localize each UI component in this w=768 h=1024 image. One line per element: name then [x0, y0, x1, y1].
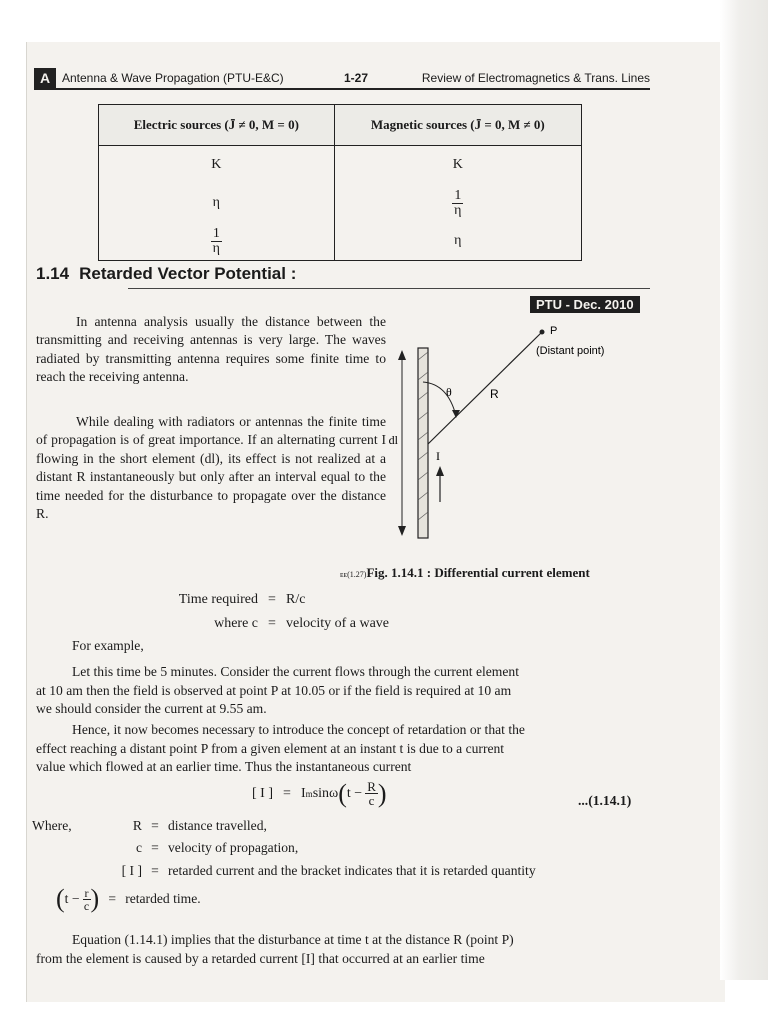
paragraph-line: value which flowed at an earlier time. Thus the instantaneous current — [36, 759, 412, 774]
chapter-title: Review of Electromagnetics & Trans. Lines — [421, 71, 650, 85]
section-underline — [128, 288, 650, 289]
paragraph-line: we should consider the current at 9.55 am. — [36, 701, 267, 716]
table-row — [99, 184, 582, 222]
table-header-row — [99, 105, 582, 146]
table-row — [99, 146, 582, 185]
page-number: 1-27 — [343, 71, 369, 85]
for-example-text: For example, — [72, 638, 144, 653]
current-element-rod — [418, 348, 428, 538]
publisher-logo-icon: A — [34, 68, 56, 88]
distant-point-note: (Distant point) — [536, 345, 605, 357]
where-row — [32, 863, 536, 879]
eq-lhs: Time required — [178, 592, 258, 607]
paragraph-line: Let this time be 5 minutes. Consider the current flows through the current element — [72, 664, 519, 679]
eq-sign: = — [268, 592, 276, 607]
page-edge-shadow — [720, 0, 768, 980]
paragraph-intro: In antenna analysis usually the distance between the transmitting and receiving antennas is very large. The waves radiated by transmitting antenna requires some finite time to reach the receiving antenna. — [36, 314, 386, 385]
retarded-current-equation — [252, 780, 387, 807]
where-row — [32, 840, 298, 856]
where-symbol: c — [135, 840, 142, 855]
current-element-figure — [390, 320, 650, 560]
fraction: $\frac{r}{c}$ — [83, 885, 90, 913]
where-c-equation — [150, 616, 389, 632]
section-title: Retarded Vector Potential : — [79, 264, 297, 283]
where-symbol: R — [132, 818, 142, 833]
time-required-equation — [150, 592, 305, 608]
where-row — [32, 818, 267, 834]
section-number: 1.14 — [36, 264, 70, 283]
dl-label: dl — [388, 433, 398, 447]
theta-label: θ — [446, 385, 452, 399]
r-label: R — [490, 387, 499, 401]
paragraph-line: at 10 am then the field is observed at point P at 10.05 or if the field is required at 10 am — [36, 683, 512, 698]
eq-rhs: velocity of a wave — [286, 616, 390, 631]
fraction: $\frac{1}{\eta}$ — [454, 187, 462, 218]
where-label: Where, — [32, 818, 72, 833]
eq-lhs: where c — [214, 616, 258, 631]
caption-text: Fig. 1.14.1 : Differential current element — [366, 565, 590, 580]
open-paren: ( — [56, 884, 65, 913]
table-cell: K — [99, 146, 335, 185]
table-header-magnetic: Magnetic sources (J̄ = 0, M ≠ 0) — [334, 105, 581, 146]
where-symbol: [ I ] — [121, 863, 142, 878]
table-row — [99, 222, 582, 261]
eq-lhs: [ I ] — [252, 785, 273, 801]
where-desc: retarded current and the bracket indicates that it is retarded quantity — [168, 863, 536, 878]
eq-rhs-amp: I — [301, 785, 306, 801]
eq-sign: = — [151, 840, 159, 855]
open-paren: ( — [338, 778, 347, 808]
sources-table — [98, 104, 582, 261]
where-desc: distance travelled, — [168, 818, 267, 833]
eq-rhs-sin: sinω — [312, 785, 339, 801]
running-header — [34, 68, 650, 90]
paragraph-propagation: While dealing with radiators or antennas the finite time of propagation is of great importance. If an alternating current I flowing in the short element (dl), its effect is not realized at a distant R instantaneously but only after an interval equal to the time needed for the disturbance to propagate over the distance R. — [36, 414, 386, 522]
close-paren: ) — [377, 778, 387, 808]
eq-rhs-sub: m — [305, 788, 313, 799]
close-paren: ) — [90, 884, 100, 913]
section-heading — [36, 264, 650, 284]
current-arrow-head — [436, 466, 444, 476]
paragraph-line: Equation (1.14.1) implies that the disturbance at time t at the distance R (point P) — [72, 932, 514, 947]
table-header-electric: Electric sources (J̄ ≠ 0, M = 0) — [99, 105, 335, 146]
where-t-minus: t − — [64, 891, 80, 906]
paragraph-line: Hence, it now becomes necessary to introduce the concept of retardation or that the — [72, 722, 525, 737]
eq-sign: = — [151, 818, 159, 833]
caption-tag: ᴇᴇ(1.27) — [340, 570, 367, 579]
eq-t-minus: t − — [346, 785, 363, 801]
table-cell — [99, 222, 335, 261]
current-label: I — [436, 449, 440, 463]
paragraph-line: effect reaching a distant point P from a given element at an instant t is due to a current — [36, 741, 505, 756]
eq-sign: = — [283, 785, 291, 801]
table-cell: η — [99, 184, 335, 222]
exam-badge: PTU - Dec. 2010 — [530, 296, 640, 313]
table-cell — [334, 184, 581, 222]
point-label: P — [550, 325, 558, 337]
figure-caption — [340, 565, 650, 581]
eq-sign: = — [268, 616, 276, 631]
eq-rhs: R/c — [286, 592, 306, 607]
fraction: $\frac{1}{\eta}$ — [212, 225, 220, 256]
eq-sign: = — [108, 891, 117, 906]
paragraph-line: from the element is caused by a retarded current [I] that occurred at an earlier time — [36, 951, 485, 966]
where-row — [56, 886, 201, 912]
distant-point-marker — [540, 330, 545, 335]
book-title: Antenna & Wave Propagation (PTU-E&C) — [62, 71, 284, 85]
equation-number: ...(1.14.1) — [578, 793, 632, 808]
dl-arrow-top — [398, 350, 406, 360]
table-cell: K — [334, 146, 581, 185]
where-desc: retarded time. — [125, 891, 201, 906]
fraction: $\frac{R}{c}$ — [367, 779, 376, 808]
dl-arrow-bottom — [398, 526, 406, 536]
eq-sign: = — [151, 863, 159, 878]
table-cell: η — [334, 222, 581, 261]
where-desc: velocity of propagation, — [168, 840, 299, 855]
